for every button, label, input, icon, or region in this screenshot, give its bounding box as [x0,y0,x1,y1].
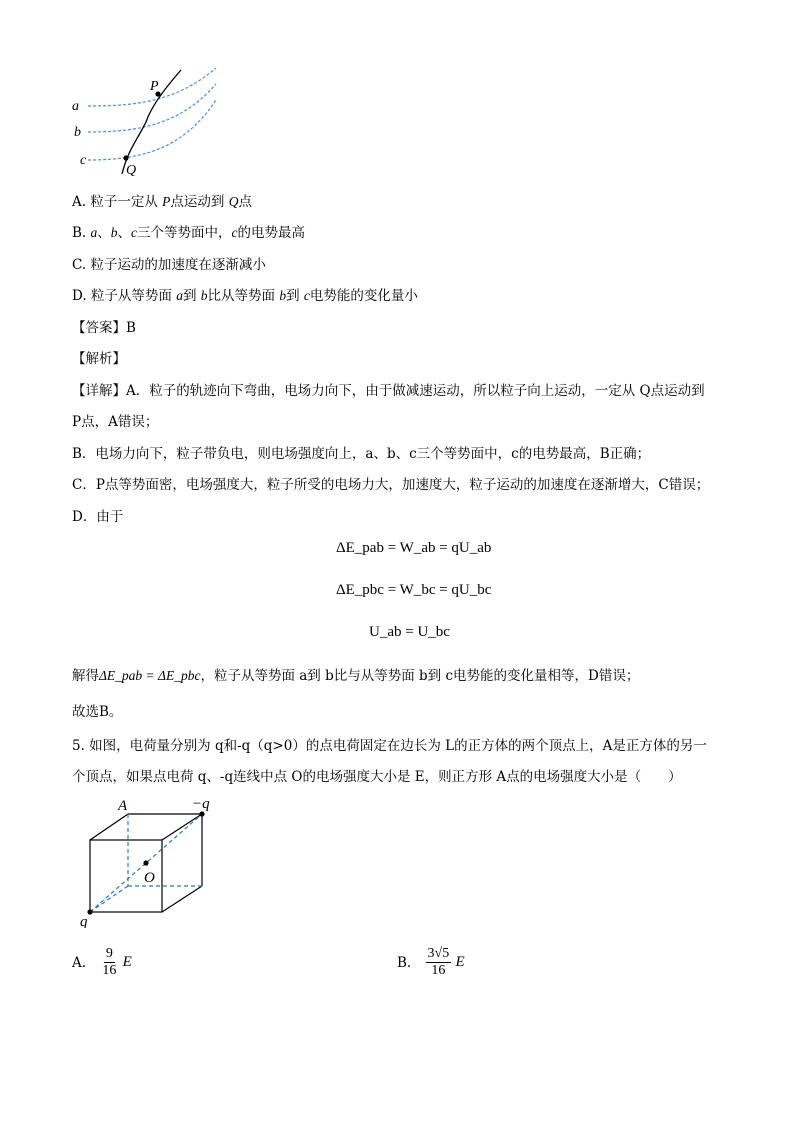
figure-cube [76,796,226,928]
cube-edge-bottom-right [162,886,202,912]
fraction-3sqrt5-16: $\frac{3√5}{16}$ [427,946,450,978]
label-O: O [144,870,155,886]
label-A: A [118,798,128,814]
question-5-line-1: 5. 如图，电荷量分别为 q和-q（q>0）的点电荷固定在边长为 L的正方体的两个顶点上，A是正方体的另一 [72,738,707,754]
solve-equation: ΔE_pab = ΔE_pbc [99,668,201,683]
point-neg-q [199,811,204,816]
analysis-label: 【解析】 [72,351,126,367]
option-q5-b: B. $\frac{3√5}{16}$ E [397,946,465,978]
conclusion: 故选B。 [72,704,123,720]
label-q: q [80,914,88,928]
option-q4-c: C. 粒子运动的加速度在逐渐减小 [72,257,266,273]
option-q4-d: D. 粒子从等势面 a到 b比从等势面 b到 c电势能的变化量小 [72,288,418,304]
cube-edge-top-left [90,814,128,840]
formula-2: ΔE_pbc = W_bc = qU_bc [336,582,492,598]
label-Q: Q [126,163,137,177]
detail-line-3: B．电场力向下，粒子带负电，则电场强度向上，a、b、c三个等势面中，c的电势最高，B正确； [72,446,651,462]
figure-equipotential [66,62,226,177]
point-q [87,909,92,914]
question-5-line-2: 个顶点，如果点电荷 q、-q连线中点 O的电场强度大小是 E，则正方形 A点的电场强度大小是（ ） [72,769,682,785]
option-q4-a: A. 粒子一定从 P点运动到 Q点 [72,194,252,210]
solve-line: 解得ΔE_pab = ΔE_pbc，粒子从等势面 a到 b比与从等势面 b到 c电势能的变化量相等，D错误； [72,668,640,684]
cube-hidden-edge [90,886,128,912]
option-q5-a: A. $\frac{9}{16}$ E [72,946,132,978]
detail-line-1: 【详解】A．粒子的轨迹向下弯曲，电场力向下，由于做减速运动，所以粒子向上运动，一定从 Q点运动到 [72,383,705,399]
detail-line-5: D．由于 [72,509,124,525]
answer: 【答案】B [72,320,136,336]
fraction-9-16: $\frac{9}{16}$ [102,946,117,978]
detail-line-2: P点，A错误； [72,414,159,430]
option-q4-b: B. a、b、c三个等势面中，c的电势最高 [72,225,306,241]
cube-edge-top-right [162,814,202,840]
label-b: b [74,125,81,140]
label-P: P [150,79,159,94]
point-O [143,860,148,865]
point-Q [123,155,128,160]
formula-1: ΔE_pab = W_ab = qU_ab [336,540,492,556]
formula-3: U_ab = U_bc [369,624,450,640]
label-neg-q: −q [192,796,210,812]
label-c: c [80,153,87,168]
detail-line-4: C．P点等势面密，电场强度大，粒子所受的电场力大，加速度大，粒子运动的加速度在逐渐增大，C错误； [72,477,710,493]
label-a: a [72,99,79,114]
